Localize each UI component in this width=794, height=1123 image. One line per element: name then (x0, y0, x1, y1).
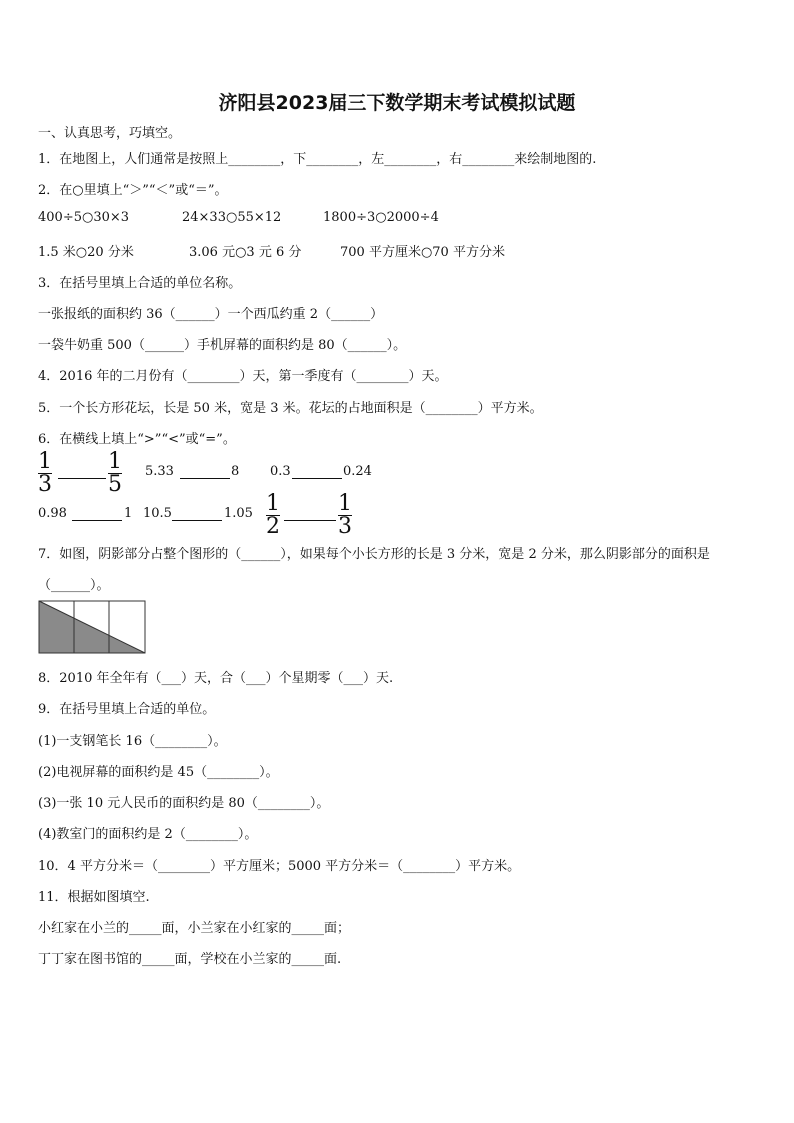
compare-left: 0.98 (38, 506, 67, 521)
fraction: 1 3 (338, 491, 352, 539)
answer-blank (58, 478, 106, 479)
question-4: 4．2016 年的二月份有（________）天，第一季度有（________）天。 (38, 369, 448, 384)
q2-item: 700 平方厘米○70 平方分米 (340, 245, 505, 260)
q9-item-1: (1)一支钢笔长 16（________）。 (38, 734, 227, 749)
q3-line-a: 一张报纸的面积约 36（______）一个西瓜约重 2（______） (38, 307, 384, 322)
q2-item: 24×33○55×12 (182, 210, 282, 225)
q3-line-b: 一袋牛奶重 500（______）手机屏幕的面积约是 80（______）。 (38, 338, 407, 353)
question-7-cont: （______）。 (38, 578, 110, 593)
page-title: 济阳县2023届三下数学期末考试模拟试题 (218, 92, 576, 114)
fraction: 1 5 (108, 449, 122, 497)
compare-right: 1 (124, 506, 133, 521)
fraction: 1 3 (38, 449, 52, 497)
q2-item: 3.06 元○3 元 6 分 (189, 245, 302, 260)
answer-blank (72, 520, 122, 521)
compare-left: 10.5 (143, 506, 172, 521)
question-10: 10．4 平方分米＝（________）平方厘米；5000 平方分米＝（________）平方米。 (38, 859, 521, 874)
q9-item-2: (2)电视屏幕的面积约是 45（________）。 (38, 765, 279, 780)
answer-blank (292, 478, 342, 479)
fraction: 1 2 (266, 491, 280, 539)
compare-right: 1.05 (224, 506, 253, 521)
question-8: 8．2010 年全年有（___）天，合（___）个星期零（___）天. (38, 671, 394, 686)
compare-right: 8 (231, 464, 240, 479)
question-1: 1．在地图上，人们通常是按照上________，下________，左________，右________来绘制地图的. (38, 152, 597, 167)
question-7: 7．如图，阴影部分占整个图形的（______），如果每个小长方形的长是 3 分米，宽是 2 分米，那么阴影部分的面积是 (38, 547, 710, 562)
q9-item-4: (4)教室门的面积约是 2（________）。 (38, 827, 258, 842)
q2-item: 400÷5○30×3 (38, 210, 130, 225)
q11-line-a: 小红家在小兰的_____面，小兰家在小红家的_____面； (38, 921, 351, 936)
answer-blank (180, 478, 230, 479)
compare-left: 5.33 (145, 464, 174, 479)
question-6: 6．在横线上填上“>”“<”或“=”。 (38, 432, 236, 447)
compare-right: 0.24 (343, 464, 372, 479)
q2-item: 1800÷3○2000÷4 (323, 210, 439, 225)
answer-blank (284, 520, 336, 521)
question-2: 2．在○里填上“＞”“＜”或“＝”。 (38, 183, 228, 198)
q2-item: 1.5 米○20 分米 (38, 245, 134, 260)
question-9: 9．在括号里填上合适的单位。 (38, 702, 216, 717)
compare-left: 0.3 (270, 464, 291, 479)
question-11: 11．根据如图填空. (38, 890, 150, 905)
question-5: 5．一个长方形花坛，长是 50 米，宽是 3 米。花坛的占地面积是（________）平方米。 (38, 401, 543, 416)
q9-item-3: (3)一张 10 元人民币的面积约是 80（________）。 (38, 796, 330, 811)
shaded-rectangles-figure (38, 600, 146, 654)
q11-line-b: 丁丁家在图书馆的_____面，学校在小兰家的_____面. (38, 952, 342, 967)
question-3: 3．在括号里填上合适的单位名称。 (38, 276, 242, 291)
section-heading: 一、认真思考，巧填空。 (38, 126, 182, 141)
answer-blank (172, 520, 222, 521)
